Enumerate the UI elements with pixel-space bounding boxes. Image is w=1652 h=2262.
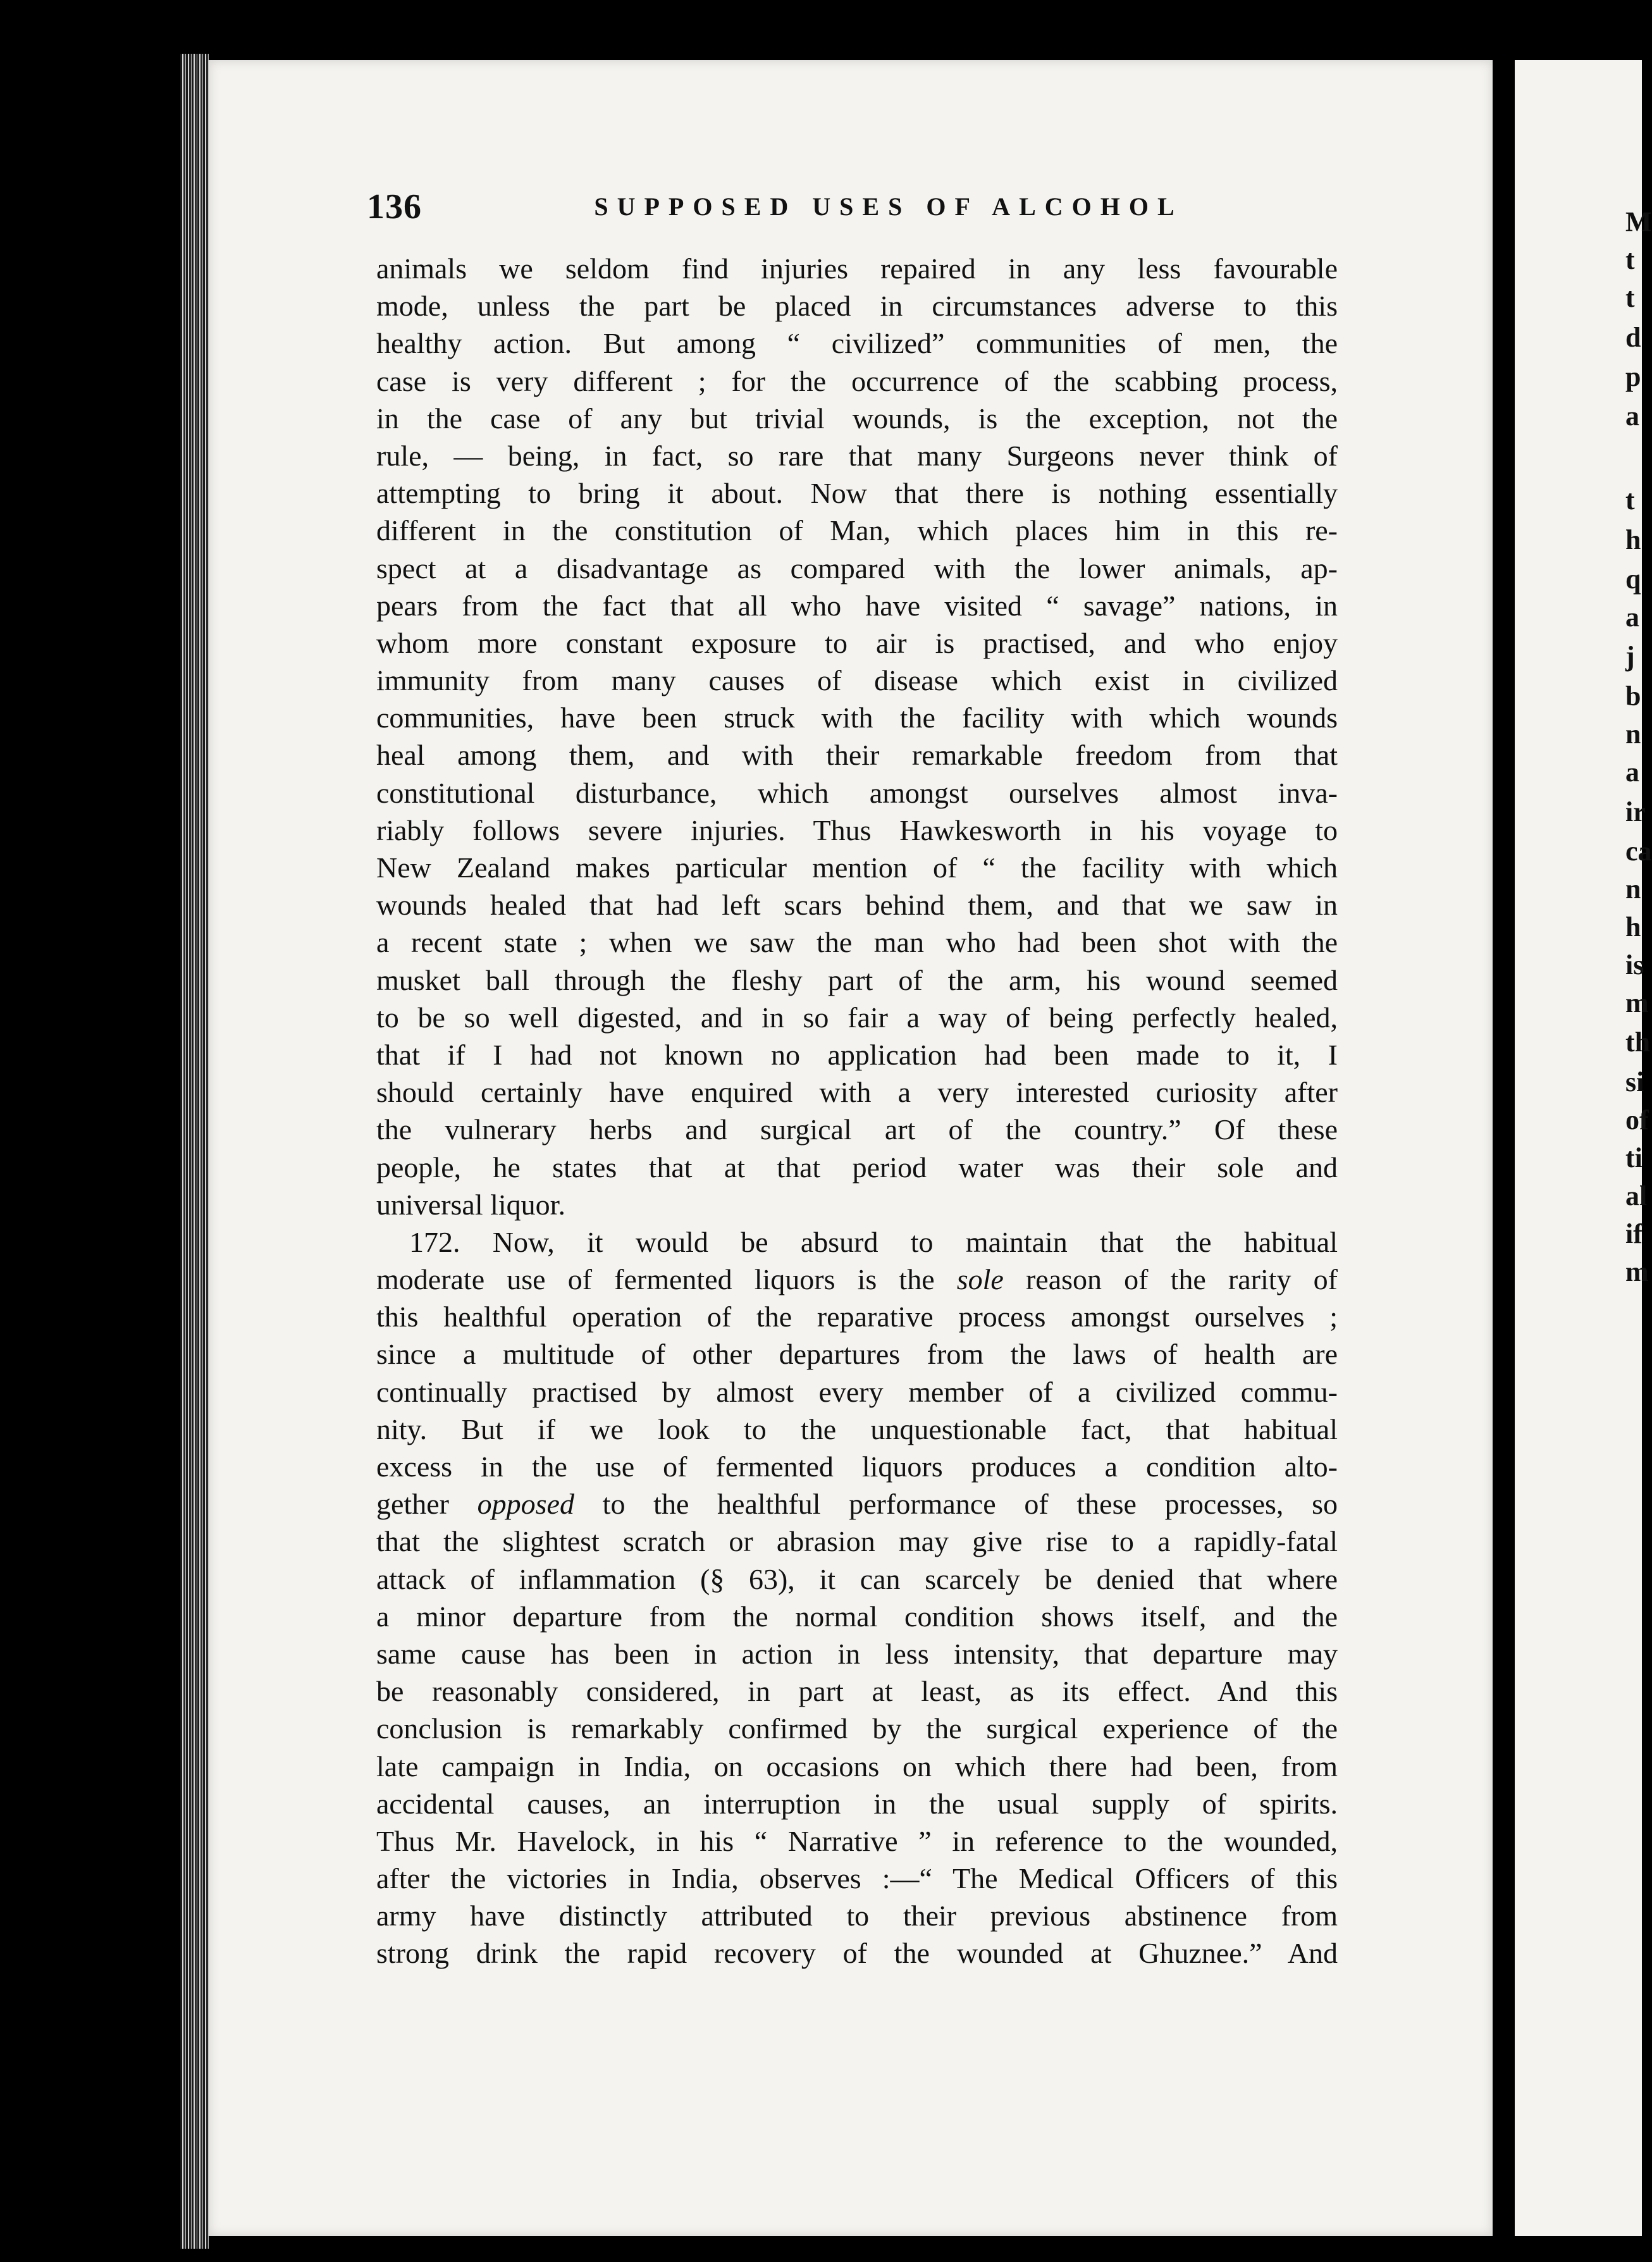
text-line: same cause has been in action in less intensity, that departure may — [376, 1637, 1338, 1670]
text-line: wounds healed that had left scars behind them, and that we saw in — [376, 889, 1338, 922]
body-text — [376, 250, 1338, 1972]
text-line: since a multitude of other departures from the laws of health are — [376, 1338, 1338, 1371]
running-head — [367, 187, 1341, 231]
text-line: continually practised by almost every member of a civilized commu- — [376, 1375, 1338, 1408]
facing-page-fragment: ir — [1625, 796, 1646, 827]
text-line: case is very different ; for the occurrence of the scabbing process, — [376, 364, 1338, 397]
text-line: immunity from many causes of disease which exist in civilized — [376, 664, 1338, 697]
text-line: a minor departure from the normal condition shows itself, and the — [376, 1600, 1338, 1633]
facing-page-fragment: h — [1625, 912, 1641, 942]
text-line: after the victories in India, observes :—“ The Medical Officers of this — [376, 1862, 1338, 1895]
text-line: rule, — being, in fact, so rare that many Surgeons never think of — [376, 439, 1338, 472]
text-line: spect at a disadvantage as compared with the lower animals, ap- — [376, 552, 1338, 584]
page-number: 136 — [367, 187, 422, 226]
text-line: strong drink the rapid recovery of the wounded at Ghuznee.” And — [376, 1937, 1338, 1970]
facing-page-fragment: ca — [1625, 836, 1652, 867]
text-line: healthy action. But among “ civilized” communities of men, the — [376, 327, 1338, 360]
facing-page-fragment: of — [1625, 1104, 1649, 1135]
facing-page-fragment: if — [1625, 1218, 1643, 1249]
facing-page-fragment: n — [1625, 874, 1641, 905]
facing-page-fragment: j — [1625, 641, 1635, 672]
text-line: musket ball through the fleshy part of the arm, his wound seemed — [376, 963, 1338, 996]
facing-page-fragment: a — [1625, 757, 1639, 788]
text-line: nity. But if we look to the unquestionable fact, that habitual — [376, 1412, 1338, 1445]
book-page — [209, 60, 1493, 2236]
text-line: in the case of any but trivial wounds, is the exception, not the — [376, 402, 1338, 435]
facing-page-fragment: M — [1625, 206, 1652, 237]
facing-page-fragment: t — [1625, 282, 1635, 313]
emphasis: sole — [956, 1263, 1004, 1296]
text-line: mode, unless the part be placed in circumstances adverse to this — [376, 290, 1338, 323]
text-line: excess in the use of fermented liquors produces a condition alto- — [376, 1450, 1338, 1483]
text-line: Thus Mr. Havelock, in his “ Narrative ” in reference to the wounded, — [376, 1824, 1338, 1857]
text-line: universal liquor. — [376, 1188, 565, 1221]
text-line: moderate use of fermented liquors is the sole reason of the rarity of — [376, 1263, 1338, 1296]
facing-page-fragment: m — [1625, 1256, 1649, 1287]
text-line: communities, have been struck with the facility with which wounds — [376, 701, 1338, 734]
text-line: army have distinctly attributed to their previous abstinence from — [376, 1900, 1338, 1932]
text-line: a recent state ; when we saw the man who had been shot with the — [376, 926, 1338, 959]
facing-page-fragment: t — [1625, 485, 1635, 516]
facing-page-edge — [1515, 60, 1652, 2236]
facing-page-fragment: n — [1625, 719, 1641, 750]
text-line: attempting to bring it about. Now that there is nothing essentially — [376, 477, 1338, 510]
text-line: people, he states that at that period water was their sole and — [376, 1151, 1338, 1184]
text-line: attack of inflammation (§ 63), it can scarcely be denied that where — [376, 1562, 1338, 1595]
text-line: constitutional disturbance, which amongst ourselves almost inva- — [376, 776, 1338, 809]
facing-page-fragment: h — [1625, 524, 1641, 555]
facing-page-fragment: ti — [1625, 1142, 1643, 1173]
text-line: conclusion is remarkably confirmed by the surgical experience of the — [376, 1712, 1338, 1745]
text-line: to be so well digested, and in so fair a way of being perfectly healed, — [376, 1001, 1338, 1034]
facing-page-fragment: al — [1625, 1180, 1648, 1211]
text-line: whom more constant exposure to air is practised, and who enjoy — [376, 626, 1338, 659]
text-line: gether opposed to the healthful performance of these processes, so — [376, 1488, 1338, 1521]
text-line: should certainly have enquired with a very interested curiosity after — [376, 1076, 1338, 1109]
text-line: heal among them, and with their remarkable freedom from that — [376, 739, 1338, 772]
facing-page-fragment: is — [1625, 949, 1644, 980]
facing-page-fragment: p — [1625, 361, 1641, 392]
text-line: riably follows severe injuries. Thus Hawkesworth in his voyage to — [376, 813, 1338, 846]
facing-page-fragment: a — [1625, 602, 1639, 633]
text-line: pears from the fact that all who have visited “ savage” nations, in — [376, 589, 1338, 622]
text-line: be reasonably considered, in part at least, as its effect. And this — [376, 1675, 1338, 1708]
text-line: accidental causes, an interruption in the usual supply of spirits. — [376, 1787, 1338, 1820]
text-line: that if I had not known no application had been made to it, I — [376, 1038, 1338, 1071]
facing-page-fragment: q — [1625, 564, 1641, 595]
text-line: the vulnerary herbs and surgical art of the country.” Of these — [376, 1113, 1338, 1146]
text-line: different in the constitution of Man, which places him in this re- — [376, 514, 1338, 547]
running-title: SUPPOSED USES OF ALCOHOL — [594, 192, 1183, 221]
text-line: late campaign in India, on occasions on which there had been, from — [376, 1750, 1338, 1783]
text-line: New Zealand makes particular mention of “ the facility with which — [376, 851, 1338, 884]
facing-page-fragment: m — [1625, 987, 1649, 1018]
facing-page-fragment: th — [1625, 1027, 1651, 1058]
facing-page-fragment: t — [1625, 244, 1635, 275]
facing-page-fragment: si — [1625, 1066, 1644, 1097]
facing-page-fragment: b — [1625, 681, 1641, 712]
text-line: 172. Now, it would be absurd to maintain that the habitual — [409, 1225, 1338, 1258]
text-line: this healthful operation of the reparative process amongst ourselves ; — [376, 1301, 1338, 1333]
facing-page-fragment: a — [1625, 400, 1639, 431]
facing-page-fragment: d — [1625, 322, 1641, 353]
page-edges — [180, 54, 209, 2249]
text-line: animals we seldom find injuries repaired in any less favourable — [376, 252, 1338, 285]
emphasis: opposed — [477, 1488, 574, 1521]
text-line: that the slightest scratch or abrasion may give rise to a rapidly-fatal — [376, 1525, 1338, 1558]
